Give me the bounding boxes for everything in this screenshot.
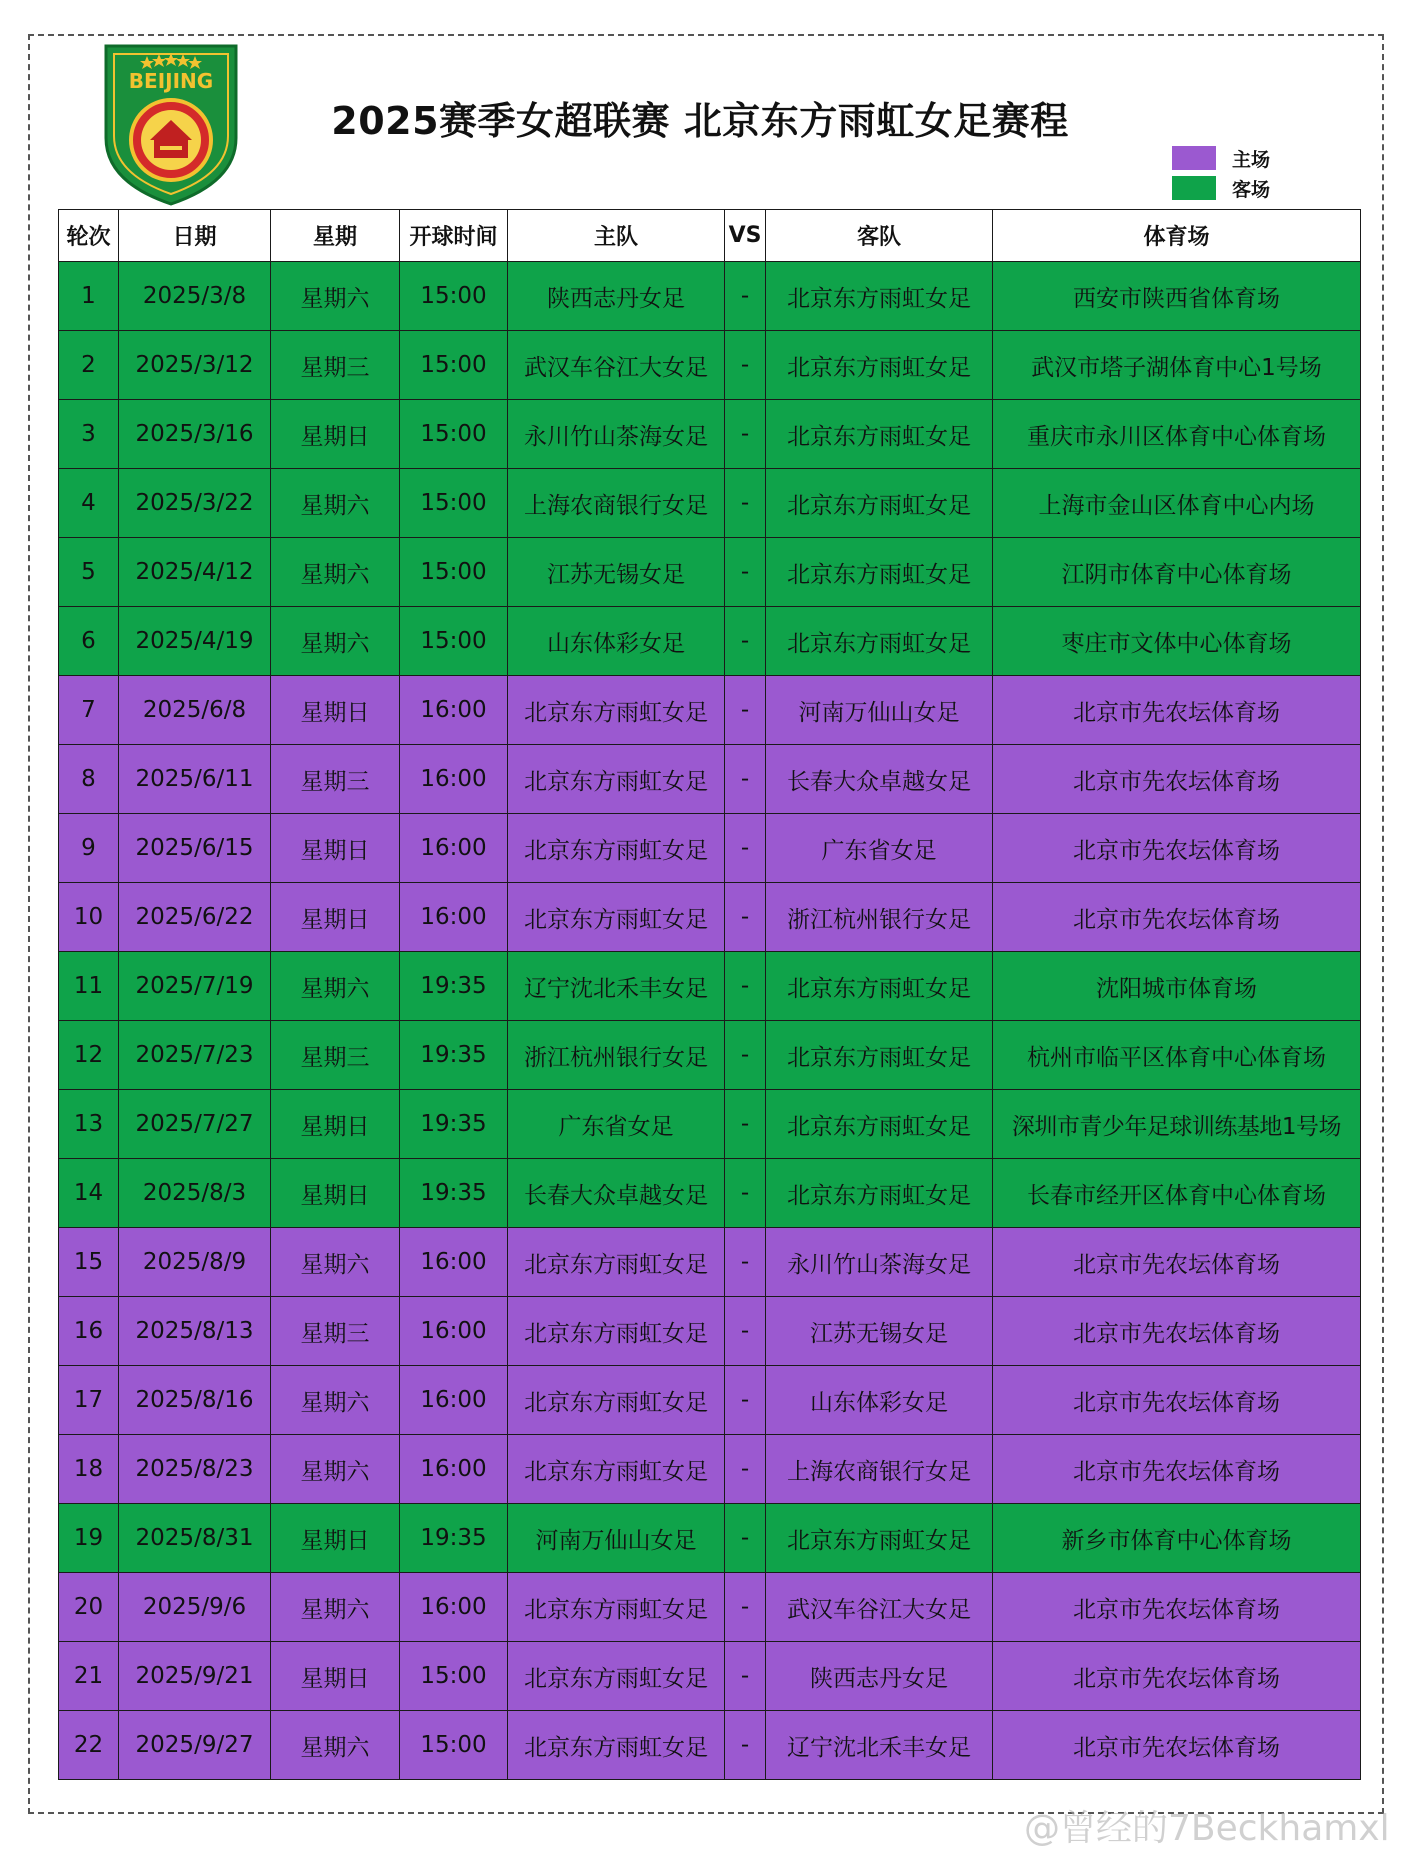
vs-cell: - <box>725 607 766 676</box>
table-row <box>59 883 1361 952</box>
venue-cell: 北京市先农坛体育场 <box>993 1297 1361 1366</box>
venue-cell: 北京市先农坛体育场 <box>993 814 1361 883</box>
away-team-cell: 北京东方雨虹女足 <box>766 538 993 607</box>
kickoff-cell: 16:00 <box>400 883 508 952</box>
table-row <box>59 814 1361 883</box>
date-cell: 2025/8/31 <box>119 1504 271 1573</box>
vs-cell: - <box>725 1573 766 1642</box>
schedule-table <box>58 209 1361 1780</box>
home-team-cell: 武汉车谷江大女足 <box>508 331 725 400</box>
header-vs: VS <box>725 210 766 262</box>
vs-cell: - <box>725 262 766 331</box>
weekday-cell: 星期六 <box>271 1435 400 1504</box>
vs-cell: - <box>725 538 766 607</box>
home-team-cell: 北京东方雨虹女足 <box>508 1711 725 1780</box>
weekday-cell: 星期日 <box>271 1090 400 1159</box>
kickoff-cell: 16:00 <box>400 814 508 883</box>
table-row <box>59 1021 1361 1090</box>
weekday-cell: 星期日 <box>271 1642 400 1711</box>
kickoff-cell: 19:35 <box>400 952 508 1021</box>
table-row <box>59 676 1361 745</box>
home-team-cell: 北京东方雨虹女足 <box>508 1366 725 1435</box>
vs-cell: - <box>725 1435 766 1504</box>
away-team-cell: 北京东方雨虹女足 <box>766 331 993 400</box>
kickoff-cell: 15:00 <box>400 331 508 400</box>
venue-cell: 北京市先农坛体育场 <box>993 1366 1361 1435</box>
weekday-cell: 星期三 <box>271 1297 400 1366</box>
home-team-cell: 北京东方雨虹女足 <box>508 1435 725 1504</box>
weekday-cell: 星期六 <box>271 1366 400 1435</box>
vs-cell: - <box>725 1711 766 1780</box>
vs-cell: - <box>725 676 766 745</box>
home-team-cell: 陕西志丹女足 <box>508 262 725 331</box>
round-cell: 10 <box>59 883 119 952</box>
weekday-cell: 星期六 <box>271 538 400 607</box>
vs-cell: - <box>725 1159 766 1228</box>
date-cell: 2025/8/9 <box>119 1228 271 1297</box>
table-row <box>59 1228 1361 1297</box>
home-team-cell: 河南万仙山女足 <box>508 1504 725 1573</box>
away-team-cell: 北京东方雨虹女足 <box>766 469 993 538</box>
vs-cell: - <box>725 1090 766 1159</box>
away-team-cell: 北京东方雨虹女足 <box>766 262 993 331</box>
venue-cell: 上海市金山区体育中心内场 <box>993 469 1361 538</box>
round-cell: 13 <box>59 1090 119 1159</box>
home-team-cell: 长春大众卓越女足 <box>508 1159 725 1228</box>
kickoff-cell: 19:35 <box>400 1504 508 1573</box>
away-team-cell: 浙江杭州银行女足 <box>766 883 993 952</box>
venue-cell: 杭州市临平区体育中心体育场 <box>993 1021 1361 1090</box>
away-team-cell: 永川竹山茶海女足 <box>766 1228 993 1297</box>
table-row <box>59 745 1361 814</box>
away-team-cell: 北京东方雨虹女足 <box>766 1021 993 1090</box>
date-cell: 2025/3/8 <box>119 262 271 331</box>
kickoff-cell: 19:35 <box>400 1090 508 1159</box>
kickoff-cell: 16:00 <box>400 1573 508 1642</box>
weekday-cell: 星期六 <box>271 1711 400 1780</box>
round-cell: 7 <box>59 676 119 745</box>
venue-cell: 枣庄市文体中心体育场 <box>993 607 1361 676</box>
weekday-cell: 星期日 <box>271 676 400 745</box>
date-cell: 2025/6/8 <box>119 676 271 745</box>
vs-cell: - <box>725 400 766 469</box>
round-cell: 11 <box>59 952 119 1021</box>
header-weekday: 星期 <box>271 210 400 262</box>
round-cell: 8 <box>59 745 119 814</box>
legend <box>1172 143 1270 203</box>
legend-item-home <box>1172 143 1270 173</box>
vs-cell: - <box>725 1228 766 1297</box>
kickoff-cell: 15:00 <box>400 538 508 607</box>
kickoff-cell: 15:00 <box>400 1642 508 1711</box>
table-row <box>59 469 1361 538</box>
date-cell: 2025/7/27 <box>119 1090 271 1159</box>
date-cell: 2025/8/13 <box>119 1297 271 1366</box>
round-cell: 21 <box>59 1642 119 1711</box>
away-team-cell: 北京东方雨虹女足 <box>766 1159 993 1228</box>
header-away-team: 客队 <box>766 210 993 262</box>
round-cell: 4 <box>59 469 119 538</box>
vs-cell: - <box>725 745 766 814</box>
date-cell: 2025/8/23 <box>119 1435 271 1504</box>
venue-cell: 西安市陕西省体育场 <box>993 262 1361 331</box>
vs-cell: - <box>725 814 766 883</box>
date-cell: 2025/3/12 <box>119 331 271 400</box>
home-team-cell: 北京东方雨虹女足 <box>508 676 725 745</box>
table-row <box>59 400 1361 469</box>
home-team-cell: 永川竹山茶海女足 <box>508 400 725 469</box>
home-team-cell: 北京东方雨虹女足 <box>508 745 725 814</box>
date-cell: 2025/8/16 <box>119 1366 271 1435</box>
home-team-cell: 上海农商银行女足 <box>508 469 725 538</box>
vs-cell: - <box>725 1021 766 1090</box>
venue-cell: 北京市先农坛体育场 <box>993 1711 1361 1780</box>
date-cell: 2025/8/3 <box>119 1159 271 1228</box>
away-team-cell: 江苏无锡女足 <box>766 1297 993 1366</box>
vs-cell: - <box>725 952 766 1021</box>
kickoff-cell: 15:00 <box>400 607 508 676</box>
venue-cell: 重庆市永川区体育中心体育场 <box>993 400 1361 469</box>
home-team-cell: 辽宁沈北禾丰女足 <box>508 952 725 1021</box>
round-cell: 6 <box>59 607 119 676</box>
table-row <box>59 1159 1361 1228</box>
kickoff-cell: 16:00 <box>400 745 508 814</box>
venue-cell: 北京市先农坛体育场 <box>993 1435 1361 1504</box>
round-cell: 22 <box>59 1711 119 1780</box>
weekday-cell: 星期日 <box>271 814 400 883</box>
club-crest-logo <box>102 42 240 208</box>
table-row <box>59 1366 1361 1435</box>
venue-cell: 沈阳城市体育场 <box>993 952 1361 1021</box>
vs-cell: - <box>725 1297 766 1366</box>
table-row <box>59 1711 1361 1780</box>
table-row <box>59 1090 1361 1159</box>
away-team-cell: 长春大众卓越女足 <box>766 745 993 814</box>
away-team-cell: 北京东方雨虹女足 <box>766 1090 993 1159</box>
venue-cell: 长春市经开区体育中心体育场 <box>993 1159 1361 1228</box>
round-cell: 3 <box>59 400 119 469</box>
round-cell: 19 <box>59 1504 119 1573</box>
round-cell: 20 <box>59 1573 119 1642</box>
away-team-cell: 北京东方雨虹女足 <box>766 607 993 676</box>
header-kickoff: 开球时间 <box>400 210 508 262</box>
venue-cell: 北京市先农坛体育场 <box>993 1573 1361 1642</box>
table-row <box>59 1504 1361 1573</box>
vs-cell: - <box>725 1366 766 1435</box>
away-team-cell: 山东体彩女足 <box>766 1366 993 1435</box>
weekday-cell: 星期三 <box>271 1021 400 1090</box>
date-cell: 2025/6/22 <box>119 883 271 952</box>
venue-cell: 北京市先农坛体育场 <box>993 745 1361 814</box>
legend-swatch-away <box>1172 176 1216 200</box>
venue-cell: 新乡市体育中心体育场 <box>993 1504 1361 1573</box>
round-cell: 9 <box>59 814 119 883</box>
venue-cell: 北京市先农坛体育场 <box>993 883 1361 952</box>
home-team-cell: 山东体彩女足 <box>508 607 725 676</box>
date-cell: 2025/4/19 <box>119 607 271 676</box>
away-team-cell: 河南万仙山女足 <box>766 676 993 745</box>
weekday-cell: 星期六 <box>271 262 400 331</box>
home-team-cell: 浙江杭州银行女足 <box>508 1021 725 1090</box>
watermark: @曾经的7Beckhamxl <box>1024 1808 1390 1849</box>
date-cell: 2025/9/27 <box>119 1711 271 1780</box>
table-row <box>59 262 1361 331</box>
date-cell: 2025/9/21 <box>119 1642 271 1711</box>
page-title: 2025赛季女超联赛 北京东方雨虹女足赛程 <box>331 99 1069 143</box>
table-row <box>59 1435 1361 1504</box>
vs-cell: - <box>725 1504 766 1573</box>
venue-cell: 北京市先农坛体育场 <box>993 1228 1361 1297</box>
kickoff-cell: 16:00 <box>400 1435 508 1504</box>
date-cell: 2025/7/19 <box>119 952 271 1021</box>
table-row <box>59 1297 1361 1366</box>
vs-cell: - <box>725 1642 766 1711</box>
away-team-cell: 上海农商银行女足 <box>766 1435 993 1504</box>
venue-cell: 江阴市体育中心体育场 <box>993 538 1361 607</box>
weekday-cell: 星期六 <box>271 952 400 1021</box>
weekday-cell: 星期日 <box>271 1504 400 1573</box>
kickoff-cell: 19:35 <box>400 1021 508 1090</box>
round-cell: 17 <box>59 1366 119 1435</box>
weekday-cell: 星期日 <box>271 883 400 952</box>
date-cell: 2025/6/11 <box>119 745 271 814</box>
date-cell: 2025/6/15 <box>119 814 271 883</box>
venue-cell: 武汉市塔子湖体育中心1号场 <box>993 331 1361 400</box>
kickoff-cell: 15:00 <box>400 1711 508 1780</box>
vs-cell: - <box>725 469 766 538</box>
kickoff-cell: 16:00 <box>400 676 508 745</box>
legend-swatch-home <box>1172 146 1216 170</box>
crest-text: BEIJING <box>128 69 214 93</box>
away-team-cell: 陕西志丹女足 <box>766 1642 993 1711</box>
table-row <box>59 1642 1361 1711</box>
legend-label-home: 主场 <box>1232 148 1271 171</box>
date-cell: 2025/9/6 <box>119 1573 271 1642</box>
round-cell: 16 <box>59 1297 119 1366</box>
weekday-cell: 星期日 <box>271 400 400 469</box>
home-team-cell: 北京东方雨虹女足 <box>508 883 725 952</box>
vs-cell: - <box>725 331 766 400</box>
away-team-cell: 辽宁沈北禾丰女足 <box>766 1711 993 1780</box>
away-team-cell: 武汉车谷江大女足 <box>766 1573 993 1642</box>
round-cell: 15 <box>59 1228 119 1297</box>
table-row <box>59 1573 1361 1642</box>
header-home-team: 主队 <box>508 210 725 262</box>
header-date: 日期 <box>119 210 271 262</box>
kickoff-cell: 15:00 <box>400 469 508 538</box>
home-team-cell: 北京东方雨虹女足 <box>508 814 725 883</box>
header-round: 轮次 <box>59 210 119 262</box>
kickoff-cell: 16:00 <box>400 1228 508 1297</box>
home-team-cell: 北京东方雨虹女足 <box>508 1573 725 1642</box>
kickoff-cell: 16:00 <box>400 1366 508 1435</box>
vs-cell: - <box>725 883 766 952</box>
home-team-cell: 广东省女足 <box>508 1090 725 1159</box>
weekday-cell: 星期三 <box>271 331 400 400</box>
away-team-cell: 北京东方雨虹女足 <box>766 1504 993 1573</box>
legend-item-away <box>1172 173 1270 203</box>
date-cell: 2025/3/16 <box>119 400 271 469</box>
home-team-cell: 江苏无锡女足 <box>508 538 725 607</box>
weekday-cell: 星期六 <box>271 607 400 676</box>
weekday-cell: 星期日 <box>271 1159 400 1228</box>
legend-label-away: 客场 <box>1232 178 1271 201</box>
table-row <box>59 607 1361 676</box>
round-cell: 5 <box>59 538 119 607</box>
weekday-cell: 星期六 <box>271 1573 400 1642</box>
kickoff-cell: 15:00 <box>400 262 508 331</box>
weekday-cell: 星期六 <box>271 469 400 538</box>
round-cell: 1 <box>59 262 119 331</box>
kickoff-cell: 16:00 <box>400 1297 508 1366</box>
home-team-cell: 北京东方雨虹女足 <box>508 1642 725 1711</box>
kickoff-cell: 19:35 <box>400 1159 508 1228</box>
home-team-cell: 北京东方雨虹女足 <box>508 1297 725 1366</box>
round-cell: 12 <box>59 1021 119 1090</box>
away-team-cell: 北京东方雨虹女足 <box>766 952 993 1021</box>
round-cell: 18 <box>59 1435 119 1504</box>
date-cell: 2025/3/22 <box>119 469 271 538</box>
table-row <box>59 331 1361 400</box>
home-team-cell: 北京东方雨虹女足 <box>508 1228 725 1297</box>
away-team-cell: 北京东方雨虹女足 <box>766 400 993 469</box>
weekday-cell: 星期三 <box>271 745 400 814</box>
table-row <box>59 538 1361 607</box>
date-cell: 2025/7/23 <box>119 1021 271 1090</box>
venue-cell: 北京市先农坛体育场 <box>993 1642 1361 1711</box>
header-venue: 体育场 <box>993 210 1361 262</box>
venue-cell: 北京市先农坛体育场 <box>993 676 1361 745</box>
table-row <box>59 952 1361 1021</box>
table-header-row <box>59 210 1361 262</box>
round-cell: 14 <box>59 1159 119 1228</box>
kickoff-cell: 15:00 <box>400 400 508 469</box>
round-cell: 2 <box>59 331 119 400</box>
venue-cell: 深圳市青少年足球训练基地1号场 <box>993 1090 1361 1159</box>
away-team-cell: 广东省女足 <box>766 814 993 883</box>
weekday-cell: 星期六 <box>271 1228 400 1297</box>
date-cell: 2025/4/12 <box>119 538 271 607</box>
